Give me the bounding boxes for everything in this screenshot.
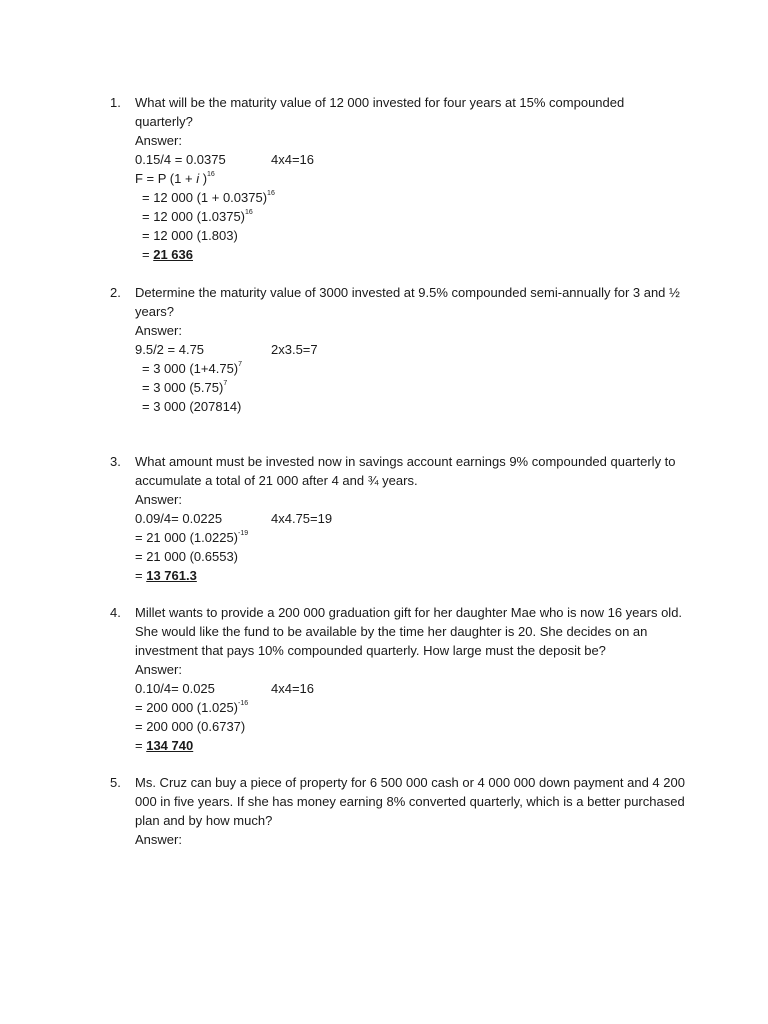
step-text: = 3 000 (5.75) bbox=[142, 380, 224, 395]
period-calc: 4x4=16 bbox=[271, 152, 315, 167]
step-text: = 12 000 (1.803) bbox=[142, 228, 238, 243]
rate-calc: 0.15/4 = 0.0375 bbox=[135, 152, 226, 167]
step-text: = 12 000 (1 + 0.0375) bbox=[142, 190, 268, 205]
answer-label: Answer: bbox=[135, 323, 182, 338]
answer-label: Answer: bbox=[135, 662, 182, 677]
step-line bbox=[135, 528, 670, 547]
question-line: years? bbox=[135, 304, 175, 319]
step-line bbox=[135, 397, 670, 416]
result-line bbox=[135, 566, 670, 585]
problem-body bbox=[135, 603, 683, 755]
step-line bbox=[135, 226, 670, 245]
step-text: = 12 000 (1.0375) bbox=[142, 209, 245, 224]
problem-number: 5. bbox=[110, 775, 121, 790]
step-text: = 200 000 (1.025) bbox=[135, 700, 238, 715]
final-answer: 13 761.3 bbox=[146, 568, 197, 583]
formula-left: F = P (1 + bbox=[135, 171, 197, 186]
step-line bbox=[135, 717, 670, 736]
calc-line bbox=[135, 150, 670, 169]
question-line: 000 in five years. If she has money earning 8% converted quarterly, which is a better purchased bbox=[135, 794, 685, 809]
final-answer: 134 740 bbox=[146, 738, 194, 753]
step-line bbox=[135, 698, 670, 717]
final-answer: 21 636 bbox=[153, 247, 193, 262]
formula-variable: i bbox=[196, 171, 200, 186]
step-text: = 3 000 (207814) bbox=[142, 399, 242, 414]
result-prefix: = bbox=[135, 568, 147, 583]
answer-label: Answer: bbox=[135, 133, 182, 148]
question-line: Determine the maturity value of 3000 invested at 9.5% compounded semi-annually for 3 and ½ bbox=[135, 285, 680, 300]
step-line bbox=[135, 207, 670, 226]
question-line: accumulate a total of 21 000 after 4 and ¾ years. bbox=[135, 473, 418, 488]
answer-label: Answer: bbox=[135, 832, 182, 847]
question-line: Ms. Cruz can buy a piece of property for 6 500 000 cash or 4 000 000 down payment and 4 200 bbox=[135, 775, 685, 790]
problem-body bbox=[135, 452, 676, 585]
step-exponent: -19 bbox=[238, 530, 249, 537]
step-exponent: 7 bbox=[223, 380, 228, 387]
step-exponent: 7 bbox=[238, 361, 243, 368]
problem-body bbox=[135, 93, 670, 264]
period-calc: 4x4.75=19 bbox=[271, 511, 333, 526]
calc-line bbox=[135, 679, 670, 698]
question-line: investment that pays 10% compounded quarterly. How large must the deposit be? bbox=[135, 643, 606, 658]
question-line: plan and by how much? bbox=[135, 813, 273, 828]
problem-number: 2. bbox=[110, 285, 121, 300]
step-text: = 21 000 (0.6553) bbox=[135, 549, 238, 564]
formula-exponent: 16 bbox=[207, 171, 215, 178]
question-line: What amount must be invested now in savings account earnings 9% compounded quarterly to bbox=[135, 454, 676, 469]
problem-number: 3. bbox=[110, 454, 121, 469]
result-line bbox=[135, 736, 670, 755]
question-line: quarterly? bbox=[135, 114, 193, 129]
result-prefix: = bbox=[142, 247, 154, 262]
formula-line bbox=[135, 169, 670, 188]
result-prefix: = bbox=[135, 738, 147, 753]
rate-calc: 0.10/4= 0.025 bbox=[135, 681, 215, 696]
formula-right: ) bbox=[199, 171, 208, 186]
rate-calc: 9.5/2 = 4.75 bbox=[135, 342, 205, 357]
result-line bbox=[135, 245, 670, 264]
question-line: Millet wants to provide a 200 000 graduation gift for her daughter Mae who is now 16 years old. bbox=[135, 605, 683, 620]
step-text: = 3 000 (1+4.75) bbox=[142, 361, 239, 376]
step-exponent: 16 bbox=[267, 190, 275, 197]
step-text: = 21 000 (1.0225) bbox=[135, 530, 238, 545]
problem-number: 4. bbox=[110, 605, 121, 620]
step-exponent: -16 bbox=[238, 700, 249, 707]
step-text: = 200 000 (0.6737) bbox=[135, 719, 246, 734]
problem-body bbox=[135, 773, 685, 849]
rate-calc: 0.09/4= 0.0225 bbox=[135, 511, 223, 526]
question-line: She would like the fund to be available by the time her daughter is 20. She decides on an bbox=[135, 624, 648, 639]
answer-label: Answer: bbox=[135, 492, 182, 507]
problem-body bbox=[135, 283, 680, 416]
calc-line bbox=[135, 509, 670, 528]
step-line bbox=[135, 188, 670, 207]
step-line bbox=[135, 359, 670, 378]
step-exponent: 16 bbox=[245, 209, 253, 216]
period-calc: 4x4=16 bbox=[271, 681, 315, 696]
step-line bbox=[135, 378, 670, 397]
problem-number: 1. bbox=[110, 95, 121, 110]
step-line bbox=[135, 547, 670, 566]
calc-line bbox=[135, 340, 670, 359]
question-line: What will be the maturity value of 12 000 invested for four years at 15% compounded bbox=[135, 95, 625, 110]
period-calc: 2x3.5=7 bbox=[271, 342, 318, 357]
